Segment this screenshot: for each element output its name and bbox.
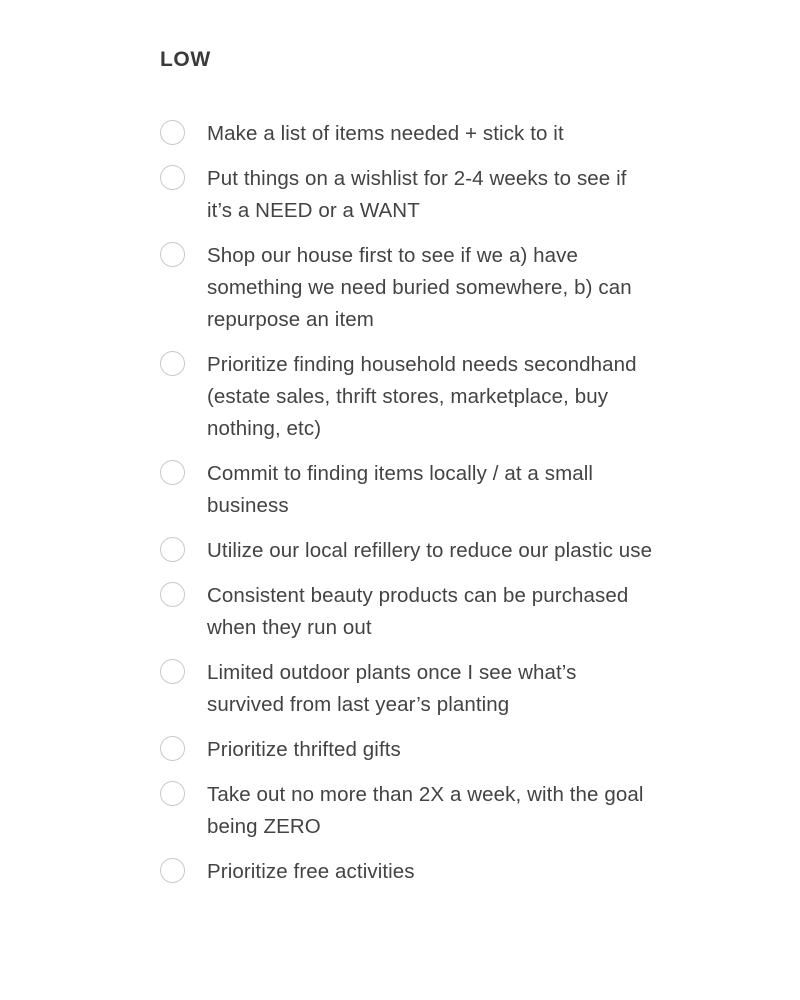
list-item-label: Shop our house first to see if we a) have something we need buried somewhere, b) can repurpose an item	[207, 244, 632, 331]
list-item-label: Limited outdoor plants once I see what’s survived from last year’s planting	[207, 661, 577, 716]
checkbox-icon[interactable]	[160, 858, 185, 883]
list-item-label: Make a list of items needed + stick to it	[207, 122, 564, 145]
list-item-label: Utilize our local refillery to reduce our plastic use	[207, 539, 653, 562]
list-item[interactable]	[160, 580, 680, 644]
list-item[interactable]	[160, 458, 680, 522]
section-title: LOW	[160, 48, 211, 71]
list-item-label: Take out no more than 2X a week, with the goal being ZERO	[207, 783, 644, 838]
checkbox-icon[interactable]	[160, 736, 185, 761]
checkbox-icon[interactable]	[160, 351, 185, 376]
checklist	[160, 118, 680, 901]
checkbox-icon[interactable]	[160, 460, 185, 485]
list-item-label: Prioritize finding household needs secondhand (estate sales, thrift stores, marketplace, buy nothing, etc)	[207, 353, 637, 440]
list-item-label: Prioritize free activities	[207, 860, 415, 883]
list-item[interactable]	[160, 349, 680, 445]
checkbox-icon[interactable]	[160, 537, 185, 562]
list-item-label: Put things on a wishlist for 2-4 weeks to see if it’s a NEED or a WANT	[207, 167, 627, 222]
list-item[interactable]	[160, 118, 680, 150]
checkbox-icon[interactable]	[160, 781, 185, 806]
list-item-label: Consistent beauty products can be purchased when they run out	[207, 584, 629, 639]
list-item[interactable]	[160, 163, 680, 227]
list-item[interactable]	[160, 734, 680, 766]
checkbox-icon[interactable]	[160, 582, 185, 607]
list-item[interactable]	[160, 240, 680, 336]
checkbox-icon[interactable]	[160, 165, 185, 190]
list-item-label: Prioritize thrifted gifts	[207, 738, 401, 761]
list-item[interactable]	[160, 535, 680, 567]
list-item-label: Commit to finding items locally / at a small business	[207, 462, 594, 517]
checkbox-icon[interactable]	[160, 120, 185, 145]
list-item[interactable]	[160, 657, 680, 721]
list-item[interactable]	[160, 779, 680, 843]
checkbox-icon[interactable]	[160, 242, 185, 267]
list-item[interactable]	[160, 856, 680, 888]
checkbox-icon[interactable]	[160, 659, 185, 684]
